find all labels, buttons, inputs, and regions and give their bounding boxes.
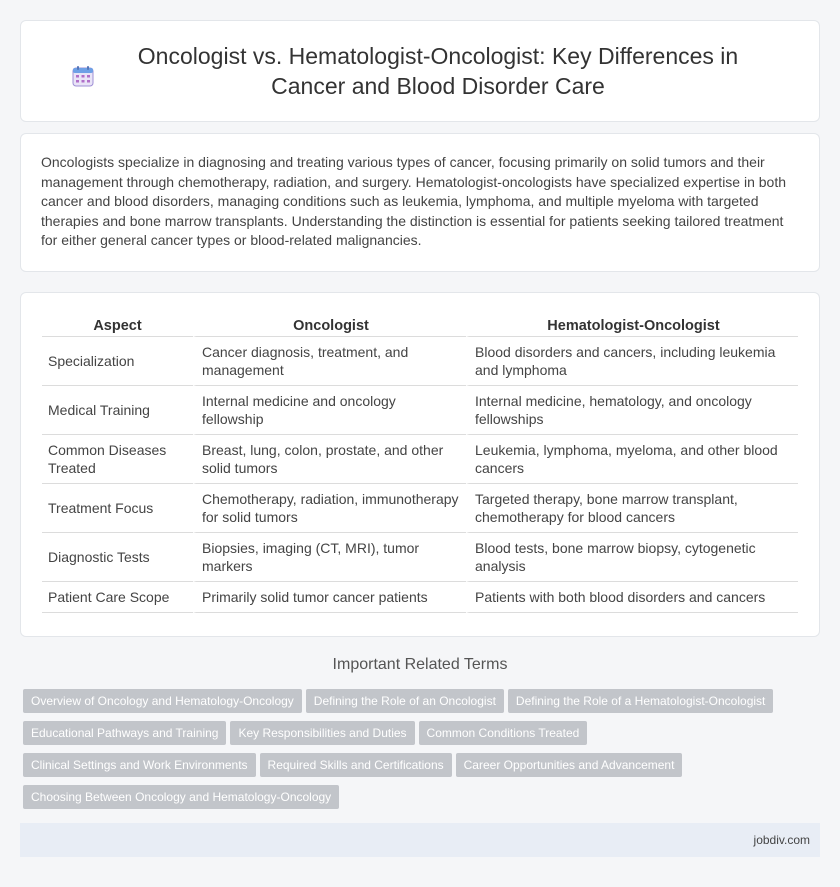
- table-cell: Specialization: [42, 337, 193, 386]
- table-row: [42, 386, 798, 435]
- table-cell: Chemotherapy, radiation, immunotherapy for solid tumors: [193, 484, 466, 533]
- comparison-table: [42, 316, 798, 613]
- intro-card: [20, 133, 820, 272]
- related-term-tag[interactable]: Defining the Role of an Oncologist: [306, 689, 504, 713]
- related-term-tag[interactable]: Key Responsibilities and Duties: [230, 721, 414, 745]
- related-terms-title: Important Related Terms: [332, 656, 508, 673]
- table-cell: Biopsies, imaging (CT, MRI), tumor markers: [193, 533, 466, 582]
- related-term-tag[interactable]: Defining the Role of a Hematologist-Oncologist: [508, 689, 773, 713]
- related-term-tag[interactable]: Clinical Settings and Work Environments: [23, 753, 256, 777]
- footer-site-link[interactable]: jobdiv.com: [753, 833, 810, 847]
- table-cell: Cancer diagnosis, treatment, and management: [193, 337, 466, 386]
- table-row: [42, 484, 798, 533]
- footer: [20, 823, 820, 857]
- related-term-tag[interactable]: Career Opportunities and Advancement: [456, 753, 683, 777]
- table-cell: Targeted therapy, bone marrow transplant, chemotherapy for blood cancers: [466, 484, 798, 533]
- intro-text: Oncologists specialize in diagnosing and treating various types of cancer, focusing primarily on solid tumors and their management through chemotherapy, radiation, and surgery. Hematologist-oncologists have specialized expertise in both cancer and blood disorders, managing conditions such as leukemia, lymphoma, and multiple myeloma with targeted therapies and bone marrow transplants. Understanding the distinction is essential for patients seeking tailored treatment for either general cancer types or blood-related malignancies.: [41, 154, 787, 249]
- table-row: [42, 435, 798, 484]
- table-cell: Patients with both blood disorders and cancers: [466, 582, 798, 613]
- table-row: [42, 337, 798, 386]
- column-header-hematologist-oncologist: Hematologist-Oncologist: [466, 316, 798, 337]
- table-cell: Common Diseases Treated: [42, 435, 193, 484]
- related-term-tag[interactable]: Common Conditions Treated: [419, 721, 588, 745]
- related-terms-list: [23, 689, 813, 817]
- table-cell: Patient Care Scope: [42, 582, 193, 613]
- column-header-aspect: Aspect: [42, 316, 193, 337]
- table-row: [42, 533, 798, 582]
- table-cell: Internal medicine and oncology fellowship: [193, 386, 466, 435]
- table-cell: Blood disorders and cancers, including leukemia and lymphoma: [466, 337, 798, 386]
- related-term-tag[interactable]: Choosing Between Oncology and Hematology-Oncology: [23, 785, 339, 809]
- table-cell: Primarily solid tumor cancer patients: [193, 582, 466, 613]
- table-cell: Medical Training: [42, 386, 193, 435]
- table-row: [42, 582, 798, 613]
- table-cell: Leukemia, lymphoma, myeloma, and other blood cancers: [466, 435, 798, 484]
- related-term-tag[interactable]: Overview of Oncology and Hematology-Oncology: [23, 689, 302, 713]
- comparison-card: [20, 292, 820, 637]
- related-term-tag[interactable]: Required Skills and Certifications: [260, 753, 452, 777]
- page-title: Oncologist vs. Hematologist-Oncologist: Key Differences in Cancer and Blood Disorder Care: [137, 43, 739, 99]
- table-cell: Blood tests, bone marrow biopsy, cytogenetic analysis: [466, 533, 798, 582]
- table-cell: Treatment Focus: [42, 484, 193, 533]
- table-cell: Internal medicine, hematology, and oncology fellowships: [466, 386, 798, 435]
- calendar-icon: [72, 41, 108, 92]
- column-header-oncologist: Oncologist: [193, 316, 466, 337]
- related-term-tag[interactable]: Educational Pathways and Training: [23, 721, 226, 745]
- header-card: [20, 20, 820, 122]
- table-cell: Diagnostic Tests: [42, 533, 193, 582]
- table-cell: Breast, lung, colon, prostate, and other solid tumors: [193, 435, 466, 484]
